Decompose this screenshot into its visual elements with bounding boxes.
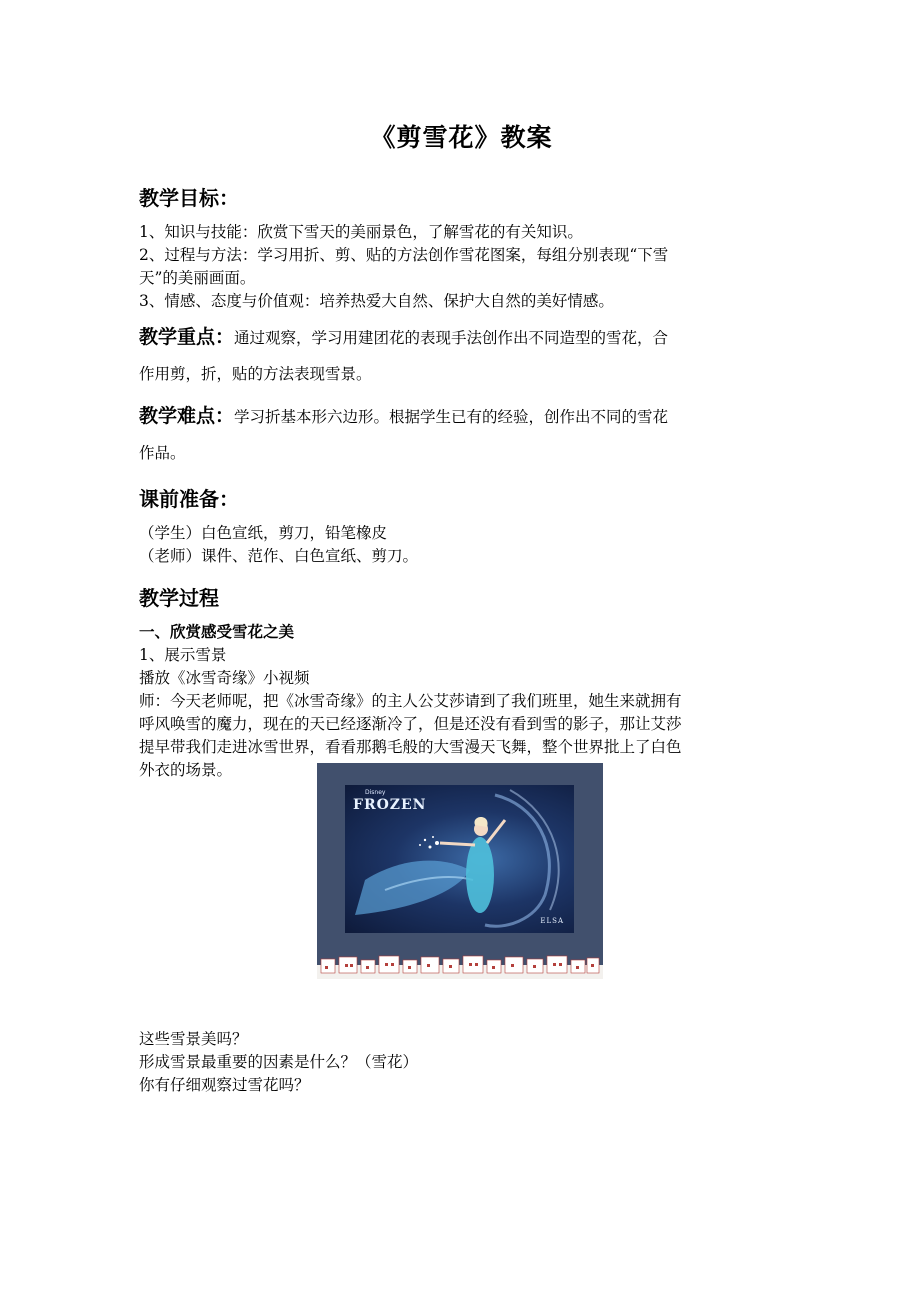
process-heading: 教学过程	[139, 586, 219, 610]
process-section-heading: 一、欣赏感受雪花之美	[139, 623, 295, 641]
frozen-poster-image	[317, 763, 603, 979]
process-line: 师：今天老师呢，把《冰雪奇缘》的主人公艾莎请到了我们班里，她生来就拥有	[139, 692, 682, 710]
process-line: 1、展示雪景	[139, 646, 227, 664]
difficulties-line1: 学习折基本形六边形。根据学生已有的经验，创作出不同的雪花	[234, 408, 669, 426]
poster-artwork	[345, 785, 574, 933]
document-content	[139, 118, 784, 782]
questions-block	[139, 1028, 784, 1097]
objective-line: 2、过程与方法：学习用折、剪、贴的方法创作雪花图案，每组分别表现“下雪	[139, 246, 669, 264]
preparation-line: （老师）课件、范作、白色宣纸、剪刀。	[139, 547, 419, 565]
key-points-label: 教学重点：	[139, 326, 235, 348]
difficulties-line2: 作品。	[139, 444, 186, 462]
question-line: 这些雪景美吗？	[139, 1030, 248, 1048]
difficulties-paragraph	[139, 398, 784, 471]
document-title: 《剪雪花》教案	[370, 123, 553, 152]
objectives-heading: 教学目标：	[139, 186, 239, 210]
process-line: 呼风唤雪的魔力，现在的天已经逐渐冷了，但是还没有看到雪的影子，那让艾莎	[139, 715, 682, 733]
key-points-paragraph	[139, 319, 784, 392]
objective-line: 1、知识与技能：欣赏下雪天的美丽景色，了解雪花的有关知识。	[139, 223, 583, 241]
disney-logo-text: Disney	[365, 789, 386, 796]
objective-line: 3、情感、态度与价值观：培养热爱大自然、保护大自然的美好情感。	[139, 292, 614, 310]
key-points-line2: 作用剪，折，贴的方法表现雪景。	[139, 365, 372, 383]
difficulties-label: 教学难点：	[139, 405, 235, 427]
question-line: 形成雪景最重要的因素是什么？（雪花）	[139, 1053, 419, 1071]
snowy-houses-border	[317, 951, 603, 979]
preparation-line: （学生）白色宣纸，剪刀，铅笔橡皮	[139, 524, 388, 542]
elsa-label: ELSA	[540, 917, 564, 925]
frozen-logo-text: FROZEN	[353, 797, 427, 813]
process-line: 播放《冰雪奇缘》小视频	[139, 669, 310, 687]
process-line: 外衣的场景。	[139, 761, 233, 779]
question-line: 你有仔细观察过雪花吗？	[139, 1076, 310, 1094]
process-line: 提早带我们走进冰雪世界，看看那鹅毛般的大雪漫天飞舞，整个世界批上了白色	[139, 738, 682, 756]
objective-line: 天”的美丽画面。	[139, 269, 256, 287]
preparation-heading: 课前准备：	[139, 487, 239, 511]
key-points-line1: 通过观察，学习用建团花的表现手法创作出不同造型的雪花，合	[234, 329, 669, 347]
